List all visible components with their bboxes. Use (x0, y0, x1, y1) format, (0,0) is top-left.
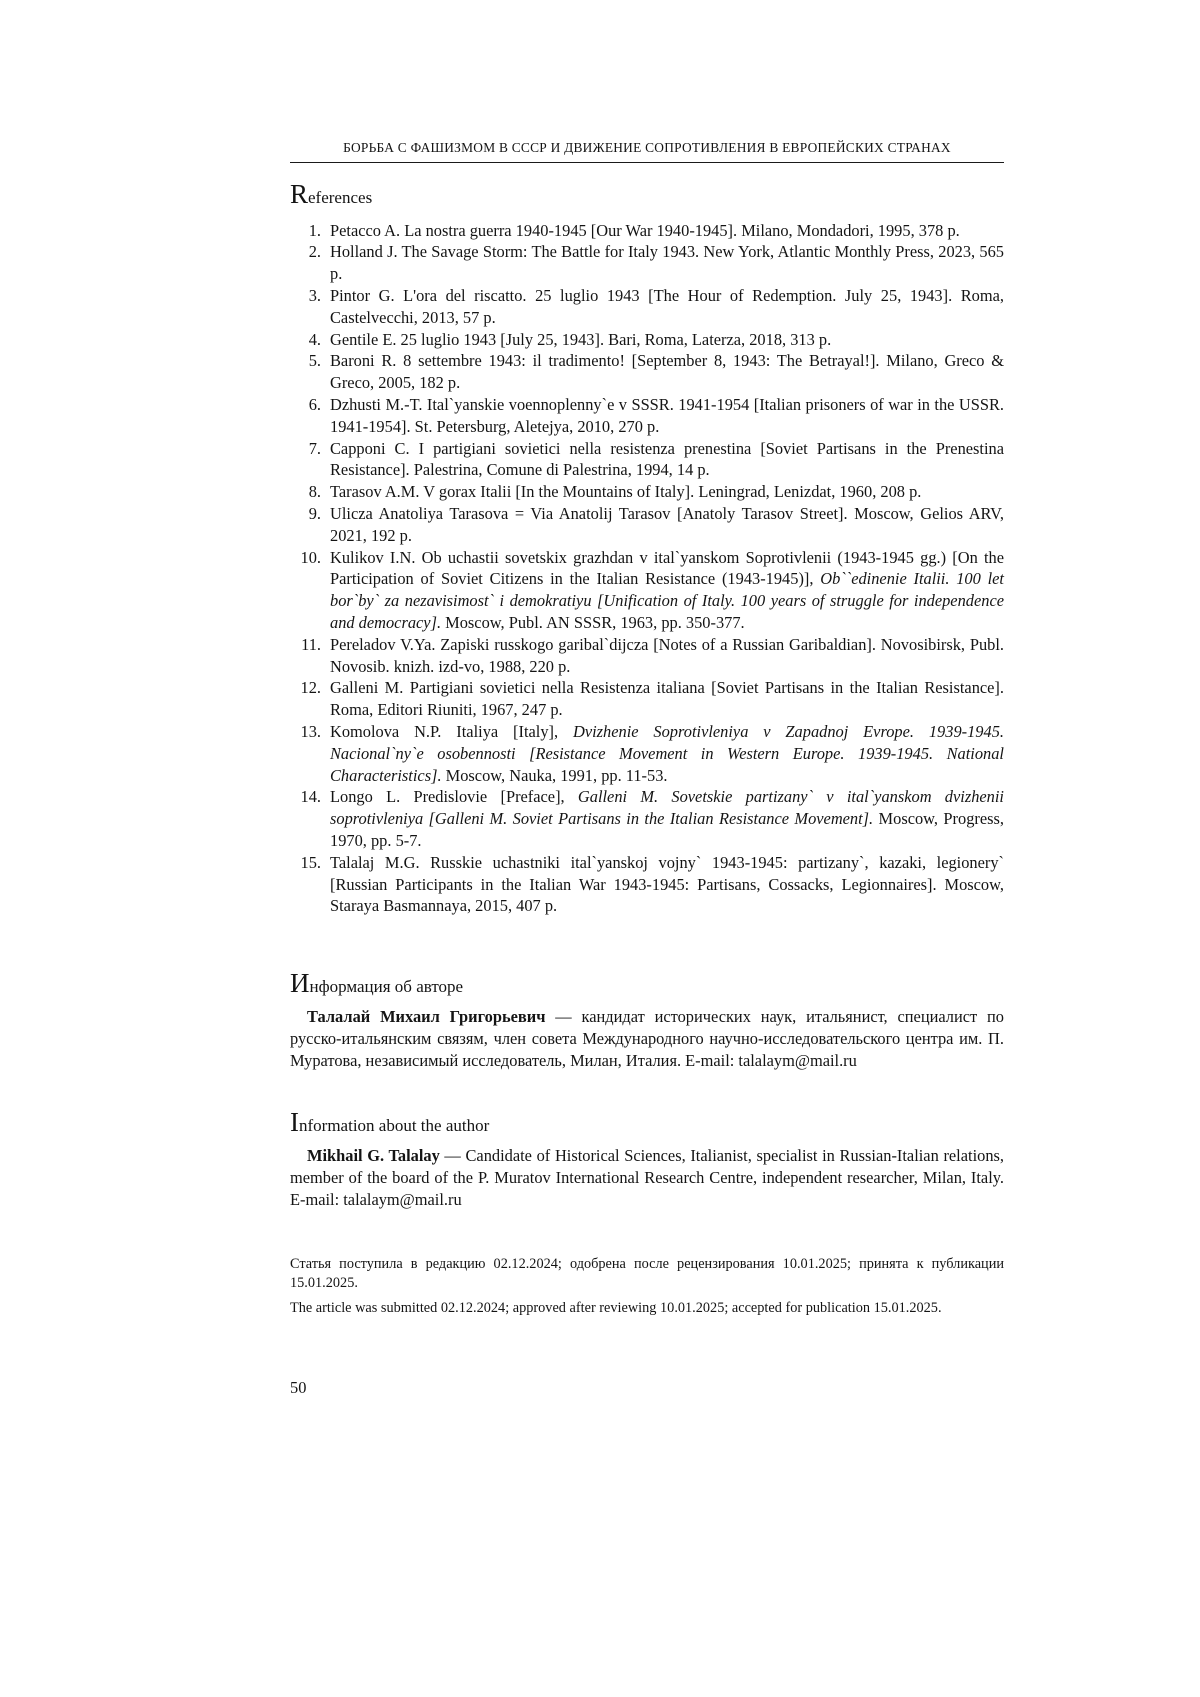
reference-text: Dvizhenie Soprotivleniya v Zapadnoj Evrope. 1939-1945. Nacional`ny`e osobennosti [Resistance Movement in Western Europe. 1939-1945. National Characteristics]. (330, 722, 1004, 785)
reference-number: 15. (300, 852, 321, 872)
author-info-en-heading-initial: I (290, 1106, 299, 1137)
submission-note-ru: Статья поступила в редакцию 02.12.2024; одобрена после рецензирования 10.01.2025; принята к публикации 15.01.2025. (290, 1255, 1004, 1292)
reference-text: Pereladov V.Ya. Zapiski russkogo garibal`dijcza [Notes of a Russian Garibaldian]. Novosibirsk, Publ. Novosib. knizh. izd-vo, 1988, 220 p. (330, 634, 1004, 676)
reference-number: 3. (308, 286, 321, 306)
reference-text: Kulikov I.N. Ob uchastii sovetskix grazhdan v ital`yanskom Soprotivlenii (1943-1945 gg.) [On the Participation of Soviet Citizens in the Italian Resistance (1943-1945)], (330, 547, 1004, 589)
reference-text: Talalaj M.G. Russkie uchastniki ital`yanskoj vojny` 1943-1945: partizany`, kazaki, legionery` [Russian Participants in the Italian War 1943-1945: Partisans, Cossacks, Legionnaires]. Moscow, Staraya Basmannaya, 2015, 407 p. (330, 852, 1004, 916)
reference-item (290, 721, 1004, 786)
author-bio-ru: — кандидат исторических наук, итальянист, специалист по русско-итальянским связям, член совета Международного научно-исследовательского центра им. П. Муратова, независимый исследователь, Милан, Италия. E-mail: talalaym@mail.ru (290, 1006, 1004, 1070)
reference-item (290, 438, 1004, 482)
reference-number: 11. (301, 634, 321, 654)
author-info-en-paragraph (290, 1145, 1004, 1211)
reference-text: Petacco A. La nostra guerra 1940-1945 [Our War 1940-1945]. Milano, Mondadori, 1995, 378 p. (330, 220, 960, 240)
reference-item (290, 547, 1004, 634)
reference-item (290, 852, 1004, 917)
reference-text: Galleni M. Sovetskie partizany` v ital`yanskom dvizhenii soprotivleniya [Galleni M. Soviet Partisans in the Italian Resistance Movement]. (330, 787, 1004, 829)
reference-text: Komolova N.P. Italiya [Italy], (330, 722, 573, 742)
reference-text: Galleni M. Partigiani sovietici nella Resistenza italiana [Soviet Partisans in the Italian Resistance]. Roma, Editori Riuniti, 1967, 247 p. (330, 678, 1004, 720)
author-info-en-heading-rest: nformation about the author (299, 1115, 490, 1135)
author-info-ru-heading-rest: нформация об авторе (309, 977, 464, 997)
reference-item (290, 329, 1004, 351)
author-info-ru-heading (290, 969, 1004, 999)
reference-number: 8. (308, 482, 321, 502)
reference-number: 6. (308, 395, 321, 415)
reference-item (290, 241, 1004, 285)
reference-text: Baroni R. 8 settembre 1943: il tradimento! [September 8, 1943: The Betrayal!]. Milano, Greco & Greco, 2005, 182 p. (330, 351, 1004, 393)
reference-item (290, 634, 1004, 678)
reference-text: Ob``edinenie Italii. 100 let bor`by` za nezavisimost` i demokratiyu [Unification of Italy. 100 years of struggle for independence and democracy]. (330, 569, 1004, 633)
author-info-ru-paragraph (290, 1006, 1004, 1072)
running-header: БОРЬБА С ФАШИЗМОМ В СССР И ДВИЖЕНИЕ СОПРОТИВЛЕНИЯ В ЕВРОПЕЙСКИХ СТРАНАХ (343, 140, 951, 155)
reference-number: 13. (300, 722, 321, 742)
author-info-en-heading (290, 1108, 1004, 1138)
reference-text: Pintor G. L'ora del riscatto. 25 luglio 1943 [The Hour of Redemption. July 25, 1943]. Roma, Castelvecchi, 2013, 57 p. (330, 286, 1004, 327)
reference-number: 1. (308, 220, 321, 240)
reference-text: Moscow, Progress, 1970, pp. 5-7. (330, 809, 1004, 850)
reference-number: 12. (300, 678, 321, 698)
reference-item (290, 481, 1004, 503)
reference-number: 4. (308, 329, 321, 349)
references-heading (290, 180, 1004, 210)
reference-text: Longo L. Predislovie [Preface], (330, 787, 578, 807)
author-name-ru: Талалай Михаил Григорьевич (307, 1006, 546, 1026)
page-number: 50 (290, 1378, 307, 1398)
reference-item (290, 285, 1004, 329)
reference-number: 9. (308, 504, 321, 524)
reference-item (290, 677, 1004, 721)
author-name-en: Mikhail G. Talalay (307, 1145, 440, 1165)
reference-text: Ulicza Anatoliya Tarasova = Via Anatolij Tarasov [Anatoly Tarasov Street]. Moscow, Gelios ARV, 2021, 192 p. (330, 504, 1004, 545)
references-heading-rest: eferences (308, 188, 373, 207)
reference-number: 5. (308, 351, 321, 371)
author-info-ru-heading-initial: И (290, 968, 310, 999)
reference-number: 2. (308, 242, 321, 262)
reference-number: 7. (308, 438, 321, 458)
reference-text: Tarasov A.M. V gorax Italii [In the Mountains of Italy]. Leningrad, Lenizdat, 1960, 208 p. (330, 482, 922, 502)
reference-text: Capponi C. I partigiani sovietici nella resistenza prenestina [Soviet Partisans in the Prenestina Resistance]. Palestrina, Comune di Palestrina, 1994, 14 p. (330, 438, 1004, 480)
reference-item (290, 350, 1004, 394)
submission-note-en: The article was submitted 02.12.2024; approved after reviewing 10.01.2025; accepted for publication 15.01.2025. (290, 1299, 942, 1316)
reference-item (290, 394, 1004, 438)
reference-text: Moscow, Nauka, 1991, pp. 11-53. (441, 765, 668, 785)
references-heading-initial: R (290, 179, 309, 209)
reference-text: Dzhusti M.-T. Ital`yanskie voennoplenny`e v SSSR. 1941-1954 [Italian prisoners of war in the USSR. 1941-1954]. St. Petersburg, Aletejya, 2010, 270 p. (330, 395, 1004, 436)
references-list (290, 220, 1004, 918)
author-bio-en: — Candidate of Historical Sciences, Italianist, specialist in Russian-Italian relations, member of the board of the P. Muratov International Research Centre, independent researcher, Milan, Italy. E-mail: talalaym@mail.ru (290, 1145, 1004, 1209)
reference-text: Moscow, Publ. AN SSSR, 1963, pp. 350-377. (441, 613, 745, 633)
header-rule (290, 162, 1004, 163)
reference-number: 14. (300, 787, 321, 807)
reference-text: Gentile E. 25 luglio 1943 [July 25, 1943]. Bari, Roma, Laterza, 2018, 313 p. (330, 329, 832, 349)
reference-item (290, 786, 1004, 851)
reference-text: Holland J. The Savage Storm: The Battle for Italy 1943. New York, Atlantic Monthly Press, 2023, 565 p. (330, 242, 1004, 284)
reference-item (290, 503, 1004, 547)
reference-number: 10. (300, 547, 321, 567)
reference-item (290, 220, 1004, 242)
